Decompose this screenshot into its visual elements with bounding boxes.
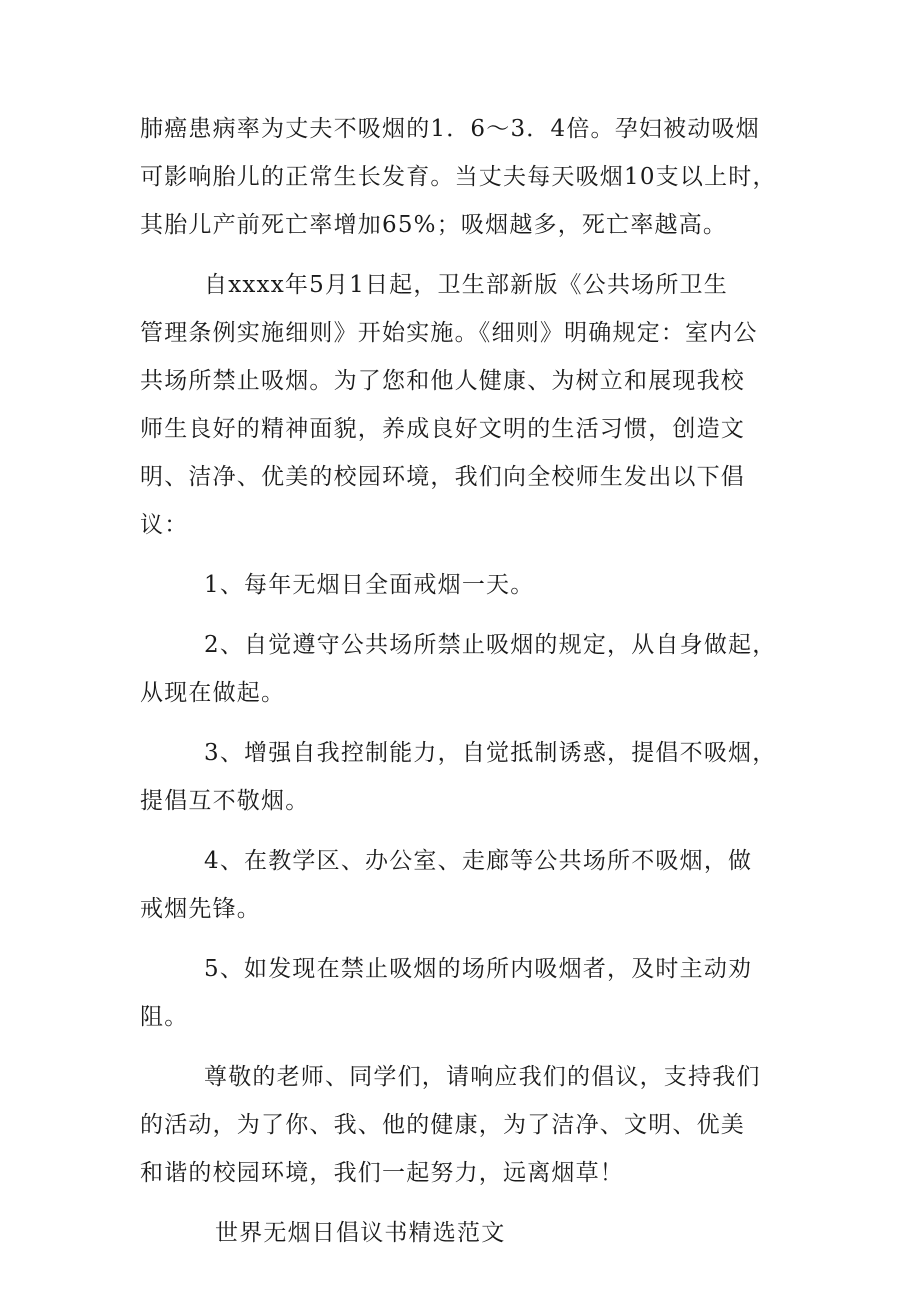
text-line: 议： bbox=[140, 512, 189, 538]
text-line: 从现在做起。 bbox=[140, 680, 286, 706]
text-line: 阻。 bbox=[140, 1004, 189, 1030]
text-line: 肺癌患病率为丈夫不吸烟的1．6～3．4倍。孕妇被动吸烟 bbox=[140, 116, 760, 142]
text-line: 共场所禁止吸烟。为了您和他人健康、为树立和展现我校 bbox=[140, 368, 745, 394]
text-line: 明、洁净、优美的校园环境，我们向全校师生发出以下倡 bbox=[140, 464, 745, 490]
text-line: 戒烟先锋。 bbox=[140, 896, 261, 922]
paragraph-intro-continued bbox=[140, 105, 790, 249]
text-line: 和谐的校园环境，我们一起努力，远离烟草！ bbox=[140, 1160, 624, 1186]
proposal-item-1 bbox=[140, 561, 790, 609]
text-line: 提倡互不敬烟。 bbox=[140, 788, 310, 814]
proposal-item-5 bbox=[140, 945, 790, 1041]
proposal-item-4 bbox=[140, 837, 790, 933]
text-line: 4、在教学区、办公室、走廊等公共场所不吸烟，做 bbox=[204, 848, 753, 874]
paragraph-regulation bbox=[140, 261, 790, 549]
paragraph-closing bbox=[140, 1053, 790, 1197]
text-line: 2、自觉遵守公共场所禁止吸烟的规定，从自身做起， bbox=[204, 632, 777, 658]
next-section-title: 世界无烟日倡议书精选范文 bbox=[215, 1220, 506, 1246]
text-line: 1、每年无烟日全面戒烟一天。 bbox=[204, 572, 535, 598]
text-line: 的活动，为了你、我、他的健康，为了洁净、文明、优美 bbox=[140, 1112, 745, 1138]
text-line: 其胎儿产前死亡率增加65%；吸烟越多，死亡率越高。 bbox=[140, 212, 728, 238]
text-line: 自xxxx年5月1日起，卫生部新版《公共场所卫生 bbox=[204, 272, 728, 298]
proposal-item-3 bbox=[140, 729, 790, 825]
text-line: 师生良好的精神面貌，养成良好文明的生活习惯，创造文 bbox=[140, 416, 745, 442]
document-body bbox=[140, 105, 790, 1257]
text-line: 尊敬的老师、同学们，请响应我们的倡议，支持我们 bbox=[204, 1064, 761, 1090]
text-line: 3、增强自我控制能力，自觉抵制诱惑，提倡不吸烟， bbox=[204, 740, 777, 766]
text-line: 可影响胎儿的正常生长发育。当丈夫每天吸烟10支以上时， bbox=[140, 164, 777, 190]
text-line: 5、如发现在禁止吸烟的场所内吸烟者，及时主动劝 bbox=[204, 956, 753, 982]
text-line: 管理条例实施细则》开始实施。《细则》明确规定：室内公 bbox=[140, 320, 758, 346]
proposal-item-2 bbox=[140, 621, 790, 717]
